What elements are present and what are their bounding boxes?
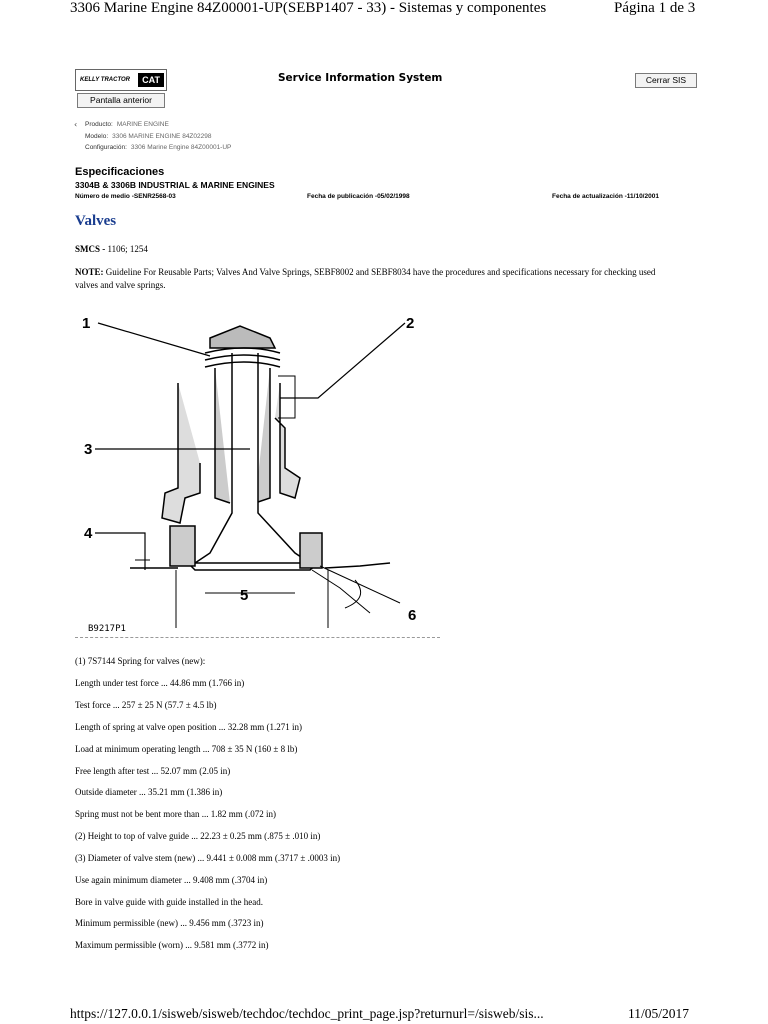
product-link[interactable]: MARINE ENGINE <box>116 121 169 128</box>
figure-code: B9217P1 <box>88 624 126 634</box>
breadcrumb-model <box>85 133 211 140</box>
leader-4 <box>95 533 145 570</box>
callout-6: 6 <box>408 607 417 624</box>
spec-item: Free length after test ... 52.07 mm (2.05 in) <box>75 766 231 776</box>
head-left-block <box>162 383 200 523</box>
spec-title: Especificaciones <box>75 166 165 178</box>
smcs-line <box>75 244 148 254</box>
note-paragraph <box>75 266 675 292</box>
logo-text: KELLY TRACTOR <box>80 77 131 83</box>
spec-item: Bore in valve guide with guide installed in the head. <box>75 897 263 907</box>
print-footer-date: 11/05/2017 <box>628 1006 690 1021</box>
seat-left <box>170 526 195 566</box>
print-page-title: 3306 Marine Engine 84Z00001-UP(SEBP1407 - 33) - Sistemas y componentes <box>70 0 547 16</box>
leader-1 <box>98 323 210 356</box>
leader-6-a <box>312 570 370 613</box>
model-link[interactable]: 3306 MARINE ENGINE 84Z02298 <box>112 133 212 140</box>
previous-screen-button[interactable]: Pantalla anterior <box>77 93 165 108</box>
spec-item: Length under test force ... 44.86 mm (1.766 in) <box>75 678 245 688</box>
guide-left <box>215 368 230 503</box>
spec-item: Test force ... 257 ± 25 N (57.7 ± 4.5 lb) <box>75 700 217 710</box>
print-page-number: Página 1 de 3 <box>614 0 696 16</box>
configuration-label: Configuración: <box>85 144 127 151</box>
page-heading: Valves <box>75 213 117 229</box>
model-label: Modelo: <box>85 133 109 140</box>
spec-item: (1) 7S7144 Spring for valves (new): <box>75 656 206 666</box>
update-date: Fecha de actualización -11/10/2001 <box>552 193 659 200</box>
note-label: NOTE: <box>75 267 104 277</box>
smcs-label: SMCS - <box>75 244 106 254</box>
retainer <box>210 326 275 348</box>
configuration-link[interactable]: 3306 Marine Engine 84Z00001-UP <box>130 144 232 151</box>
spec-item: Outside diameter ... 35.21 mm (1.386 in) <box>75 787 223 797</box>
callout-4: 4 <box>84 525 93 542</box>
spec-item: Maximum permissible (worn) ... 9.581 mm (.3772 in) <box>75 940 269 950</box>
head-right-block <box>275 383 300 498</box>
breadcrumb-product <box>85 121 169 128</box>
spec-item: Load at minimum operating length ... 708 ± 35 N (160 ± 8 lb) <box>75 744 298 754</box>
callout-2: 2 <box>406 315 415 332</box>
leader-6-b <box>320 566 400 603</box>
sis-title: Service Information System <box>278 72 443 84</box>
spec-item: (3) Diameter of valve stem (new) ... 9.441 ± 0.008 mm (.3717 ± .0003 in) <box>75 853 341 863</box>
leader-2 <box>280 323 405 398</box>
spec-item: Length of spring at valve open position ... 32.28 mm (1.271 in) <box>75 722 302 732</box>
valve-diagram <box>70 308 450 638</box>
seat-right <box>300 533 322 568</box>
callout-1: 1 <box>82 315 91 332</box>
print-footer-url: https://127.0.0.1/sisweb/sisweb/techdoc/techdoc_print_page.jsp?returnurl=/sisweb/sis... <box>70 1006 544 1021</box>
spec-item: (2) Height to top of valve guide ... 22.23 ± 0.25 mm (.875 ± .010 in) <box>75 831 321 841</box>
spec-item: Use again minimum diameter ... 9.408 mm (.3704 in) <box>75 875 268 885</box>
publish-date: Fecha de publicación -05/02/1998 <box>307 193 410 200</box>
bore-walls <box>176 570 328 628</box>
dealer-logo <box>75 69 167 91</box>
valve-face <box>188 563 318 570</box>
spec-item: Minimum permissible (new) ... 9.456 mm (.3723 in) <box>75 918 264 928</box>
callout-5: 5 <box>240 587 249 604</box>
smcs-value: 1106; 1254 <box>105 244 148 254</box>
note-text: Guideline For Reusable Parts; Valves And Valve Springs, SEBF8002 and SEBF8034 have the procedures and specifications necessary for checking used valves and valve springs. <box>75 267 656 290</box>
callout-3: 3 <box>84 441 93 458</box>
spec-item: Spring must not be bent more than ... 1.82 mm (.072 in) <box>75 809 276 819</box>
chevron-left-icon[interactable]: ‹ <box>74 120 78 129</box>
close-sis-button[interactable]: Cerrar SIS <box>635 73 697 88</box>
media-number: Número de medio -SENR2568-03 <box>75 193 176 200</box>
spec-subtitle: 3304B & 3306B INDUSTRIAL & MARINE ENGINES <box>75 180 275 190</box>
valve-stem <box>195 353 310 563</box>
figure-divider <box>75 637 440 638</box>
product-label: Producto: <box>85 121 113 128</box>
breadcrumb-configuration <box>85 144 231 151</box>
cat-logo-icon: CAT <box>138 73 164 87</box>
